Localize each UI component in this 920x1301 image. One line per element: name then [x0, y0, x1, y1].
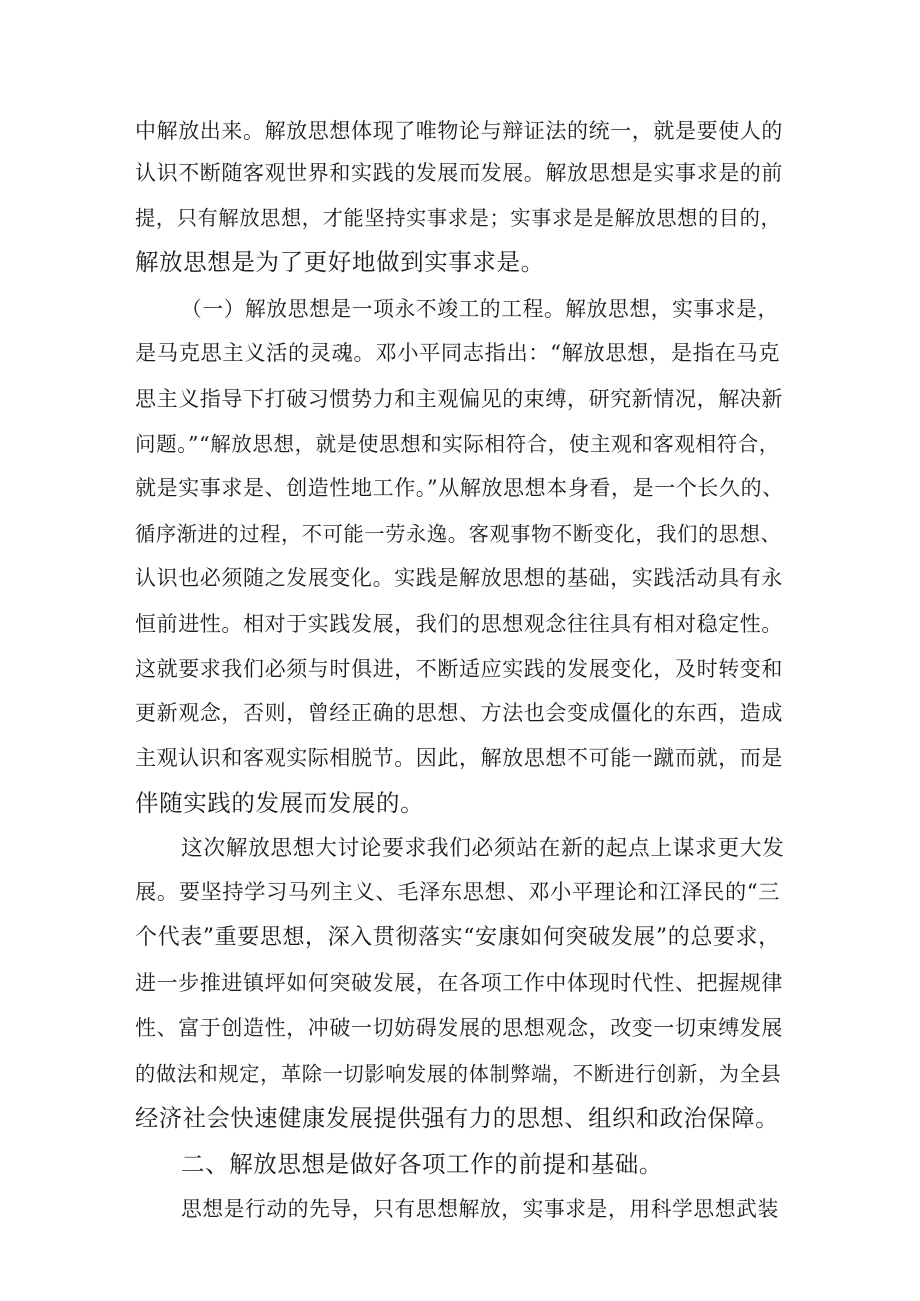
paragraph-first-line: 思想是行动的先导，只有思想解放，实事求是，用科学思想武装 [181, 1197, 779, 1221]
text-line: 更新观念，否则，曾经正确的思想、方法也会变成僵化的东西，造成 [135, 701, 783, 725]
text-line: 进一步推进镇坪如何突破发展，在各项工作中体现时代性、把握规律 [135, 971, 783, 995]
text-line: 的做法和规定，革除一切影响发展的体制弊端，不断进行创新，为全县 [135, 1062, 782, 1086]
text-line: 思主义指导下打破习惯势力和主观偏见的束缚，研究新情况，解决新 [135, 387, 783, 411]
text-line: 恒前进性。相对于实践发展，我们的思想观念往往具有相对稳定性。 [135, 612, 783, 636]
text-line: 性、富于创造性，冲破一切妨碍发展的思想观念，改变一切束缚发展 [135, 1016, 783, 1040]
text-line: 解放思想是为了更好地做到实事求是。 [135, 248, 545, 276]
text-line: 提，只有解放思想，才能坚持实事求是；实事求是是解放思想的目的， [135, 206, 782, 230]
text-line: 伴随实践的发展而发展的。 [135, 789, 425, 817]
text-line: 中解放出来。解放思想体现了唯物论与辩证法的统一，就是要使人的 [135, 119, 783, 143]
text-line: 个代表”重要思想，深入贯彻落实“安康如何突破发展”的总要求， [135, 925, 781, 950]
text-line: 问题。”“解放思想，就是使思想和实际相符合，使主观和客观相符合， [135, 432, 780, 456]
text-line: 经济社会快速健康发展提供强有力的思想、组织和政治保障。 [135, 1105, 779, 1132]
text-line: 就是实事求是、创造性地工作。”从解放思想本身看，是一个长久的、 [135, 476, 784, 500]
section-heading-line: 二、解放思想是做好各项工作的前提和基础。 [181, 1150, 663, 1178]
text-line: 这就要求我们必须与时俱进，不断适应实践的发展变化，及时转变和 [135, 657, 783, 681]
text-line: 认识不断随客观世界和实践的发展而发展。解放思想是实事求是的前 [135, 161, 783, 185]
text-line: 主观认识和客观实际相脱节。因此，解放思想不可能一蹴而就，而是 [135, 746, 783, 770]
text-line: 认识也必须随之发展变化。实践是解放思想的基础，实践活动具有永 [135, 566, 783, 590]
section-heading-line: （一）解放思想是一项永不竣工的工程。解放思想，实事求是， [181, 297, 779, 321]
paragraph-first-line: 这次解放思想大讨论要求我们必须站在新的起点上谋求更大发 [181, 836, 785, 861]
text-line: 展。要坚持学习马列主义、毛泽东思想、邓小平理论和江泽民的“三 [135, 880, 781, 905]
text-line: 循序渐进的过程，不可能一劳永逸。客观事物不断变化，我们的思想、 [135, 522, 782, 546]
text-line: 是马克思主义活的灵魂。邓小平同志指出：“解放思想，是指在马克 [135, 341, 781, 366]
